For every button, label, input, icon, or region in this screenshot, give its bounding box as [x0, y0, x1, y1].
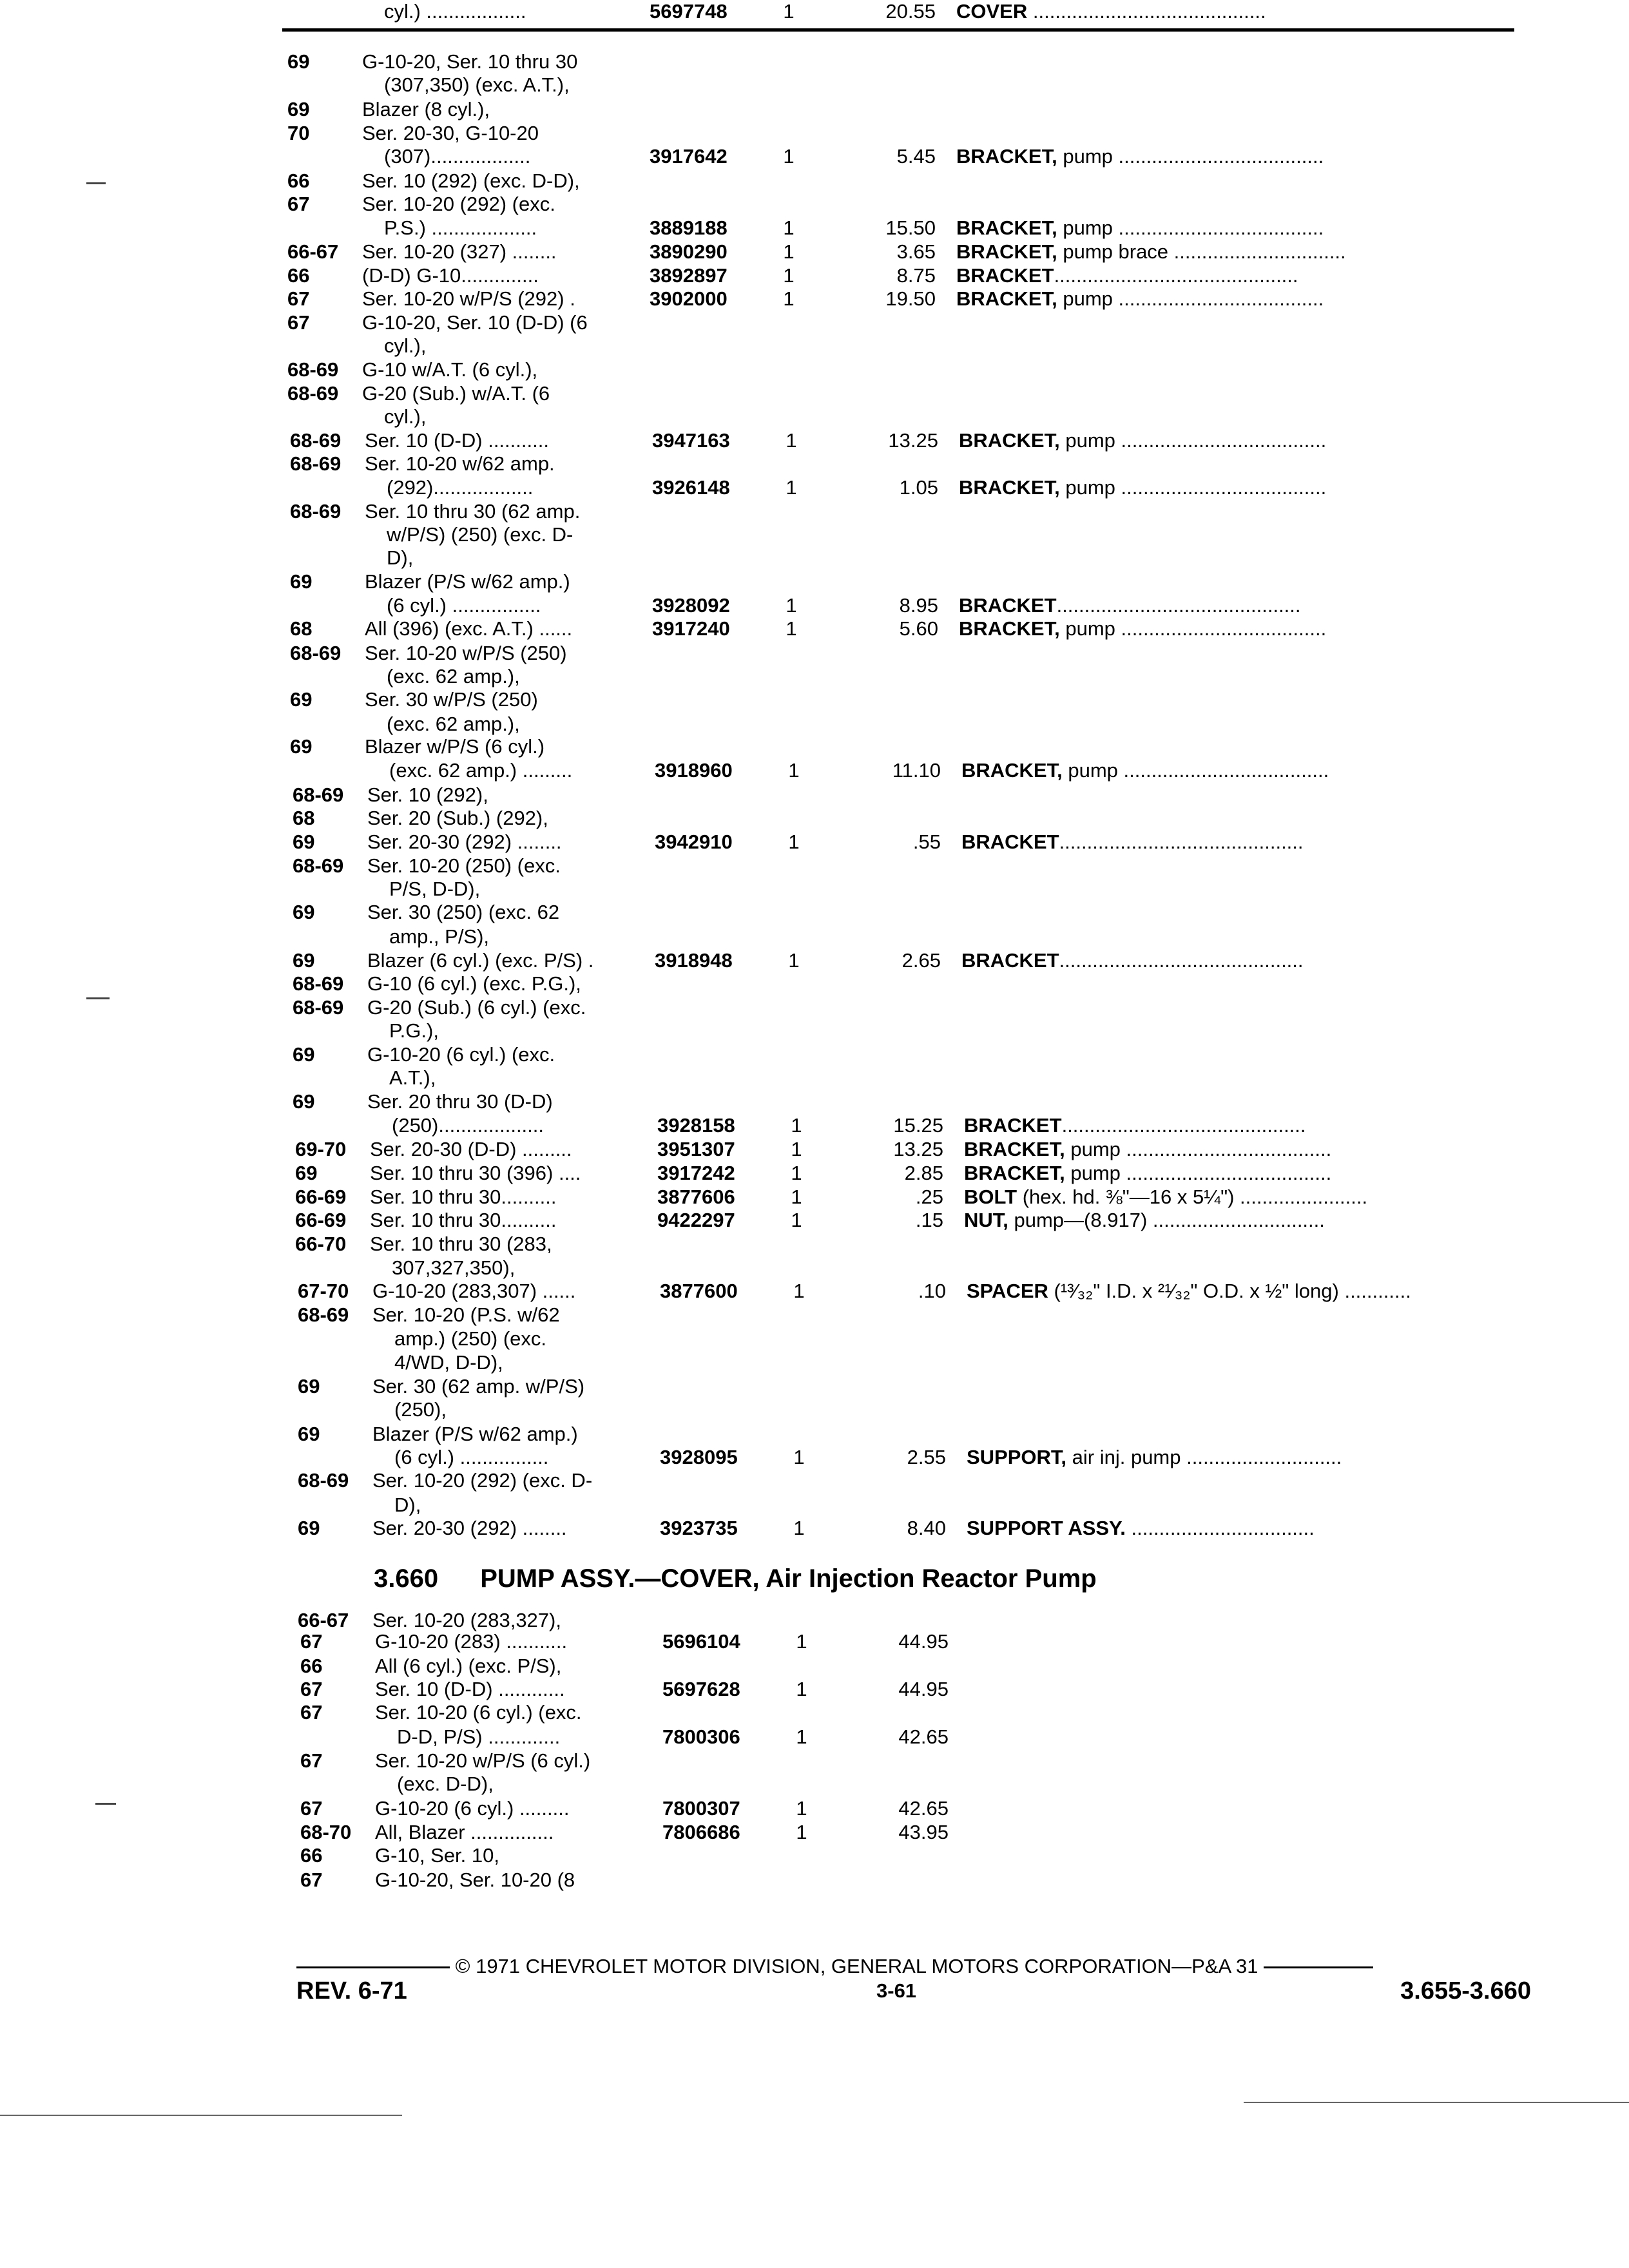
part-number: 3928092	[652, 594, 730, 617]
application: P/S, D-D),	[389, 878, 481, 900]
application: (250)...................	[392, 1114, 545, 1137]
quantity: 1	[791, 1138, 802, 1160]
quantity: 1	[793, 1446, 805, 1468]
application: G-10-20, Ser. 10 thru 30	[362, 50, 578, 73]
description-detail: (¹³⁄₃₂" I.D. x ²¹⁄₃₂" O.D. x ½" long) ............	[1048, 1280, 1411, 1302]
quantity: 1	[796, 1630, 807, 1653]
part-number: 3918960	[655, 759, 733, 782]
description	[956, 0, 1517, 23]
model-years: 68-69	[298, 1303, 349, 1326]
application: amp., P/S),	[389, 925, 490, 948]
model-years: 68-69	[293, 972, 344, 995]
price: .25	[915, 1186, 943, 1208]
part-number: 3928158	[657, 1114, 735, 1137]
description-name: BRACKET	[961, 949, 1059, 972]
price: 43.95	[898, 1821, 949, 1843]
footer-copyright	[296, 1954, 1531, 1979]
description-name: SPACER	[967, 1280, 1048, 1302]
application: Blazer (P/S w/62 amp.)	[365, 570, 570, 593]
application: cyl.),	[384, 405, 427, 428]
scan-line	[1244, 2102, 1629, 2103]
application: G-10-20, Ser. 10 (D-D) (6	[362, 311, 588, 334]
model-years: 67-70	[298, 1280, 349, 1302]
model-years: 67	[300, 1678, 323, 1700]
page-number: 3-61	[876, 1979, 917, 2002]
part-number: 3917240	[652, 617, 730, 640]
quantity: 1	[783, 287, 795, 310]
model-years: 68	[290, 617, 313, 640]
application: G-10-20 (283) ...........	[375, 1630, 568, 1653]
section-title: PUMP ASSY.—COVER, Air Injection Reactor Pump	[480, 1564, 1097, 1593]
part-number: 3923735	[660, 1517, 738, 1539]
model-years: 66-69	[295, 1209, 347, 1231]
application: G-10-20, Ser. 10-20 (8	[375, 1869, 575, 1891]
price: 42.65	[898, 1725, 949, 1748]
description	[967, 1517, 1527, 1540]
price: 1.05	[899, 476, 938, 499]
application: Ser. 20-30 (292) ........	[372, 1517, 567, 1539]
application: D),	[394, 1494, 421, 1516]
description-name: BRACKET,	[956, 240, 1057, 263]
description-name: BRACKET	[964, 1114, 1062, 1137]
model-years: 68-69	[298, 1469, 349, 1492]
description-detail: ............................................	[1059, 831, 1304, 853]
description-detail: pump brace ...............................	[1057, 240, 1346, 263]
price: 8.95	[899, 594, 938, 617]
model-years: 67	[300, 1797, 323, 1820]
model-years: 68-69	[290, 429, 342, 452]
application: Ser. 10-20 (292) (exc.	[362, 193, 555, 215]
part-number: 3892897	[650, 264, 728, 287]
quantity: 1	[788, 831, 800, 853]
footer-row	[296, 1977, 1531, 2005]
model-years: 69	[298, 1423, 320, 1445]
application: Ser. 20 (Sub.) (292),	[367, 807, 548, 829]
application: Ser. 30 (62 amp. w/P/S)	[372, 1375, 585, 1398]
part-number: 5696104	[662, 1630, 740, 1653]
margin-mark	[86, 182, 106, 184]
description	[961, 759, 1522, 782]
price: 2.85	[904, 1162, 943, 1184]
part-number: 3890290	[650, 240, 728, 263]
description-detail: pump .....................................	[1062, 759, 1329, 782]
description	[959, 594, 1519, 617]
application: Ser. 10 (D-D) ............	[375, 1678, 565, 1700]
part-number: 5697748	[650, 0, 728, 23]
model-years: 66	[287, 264, 310, 287]
model-years: 66-67	[298, 1609, 349, 1631]
description-detail: ............................................	[1056, 594, 1301, 617]
description-name: BRACKET,	[961, 759, 1063, 782]
application: G-10-20 (6 cyl.) .........	[375, 1797, 570, 1820]
model-years: 69	[295, 1162, 318, 1184]
quantity: 1	[786, 594, 797, 617]
description-name: BRACKET,	[959, 429, 1060, 452]
application: Ser. 20-30 (292) ........	[367, 831, 562, 853]
description-name: NUT,	[964, 1209, 1008, 1231]
application: Ser. 20-30 (D-D) .........	[370, 1138, 572, 1160]
margin-mark	[86, 997, 110, 999]
model-years: 69	[287, 50, 310, 73]
description	[964, 1209, 1525, 1232]
description-name: BRACKET,	[959, 617, 1060, 640]
quantity: 1	[793, 1517, 805, 1539]
price: 11.10	[892, 759, 941, 782]
quantity: 1	[783, 145, 795, 168]
model-years: 66	[287, 169, 310, 192]
model-years: 69	[287, 98, 310, 120]
part-number: 3917242	[657, 1162, 735, 1184]
description-detail: pump .....................................	[1059, 429, 1327, 452]
application: Blazer (6 cyl.) (exc. P/S) .	[367, 949, 594, 972]
model-years: 68-69	[293, 783, 344, 806]
application: G-20 (Sub.) w/A.T. (6	[362, 382, 550, 405]
application: Ser. 10 (292) (exc. D-D),	[362, 169, 580, 192]
model-years: 68-69	[293, 854, 344, 877]
application: Ser. 10-20 (327) ........	[362, 240, 557, 263]
model-years: 67	[287, 311, 310, 334]
part-number: 3928095	[660, 1446, 738, 1468]
description-detail: pump .....................................	[1057, 287, 1324, 310]
model-years: 69	[293, 831, 315, 853]
application: Ser. 10 thru 30..........	[370, 1209, 557, 1231]
model-years: 67	[300, 1749, 323, 1772]
application: Ser. 10 (D-D) ...........	[365, 429, 549, 452]
price: 20.55	[885, 0, 936, 23]
quantity: 1	[793, 1280, 805, 1302]
application: (292)..................	[387, 476, 534, 499]
model-years: 69-70	[295, 1138, 347, 1160]
quantity: 1	[796, 1797, 807, 1820]
application: (exc. 62 amp.) .........	[389, 759, 573, 782]
footer-rule-right	[1264, 1966, 1373, 1968]
application: G-10 (6 cyl.) (exc. P.G.),	[367, 972, 581, 995]
application: Blazer (8 cyl.),	[362, 98, 490, 120]
application: All (6 cyl.) (exc. P/S),	[375, 1655, 562, 1677]
application: Ser. 20-30, G-10-20	[362, 122, 539, 144]
part-number: 3918948	[655, 949, 733, 972]
description	[964, 1138, 1525, 1161]
description	[967, 1280, 1527, 1303]
application: Blazer (P/S w/62 amp.)	[372, 1423, 578, 1445]
price: .10	[918, 1280, 946, 1302]
application: Ser. 30 w/P/S (250)	[365, 688, 538, 711]
description	[956, 240, 1517, 264]
model-years: 67	[300, 1869, 323, 1891]
application: G-10 w/A.T. (6 cyl.),	[362, 358, 538, 381]
application: Ser. 10 thru 30 (283,	[370, 1233, 552, 1255]
application: Ser. 10 thru 30 (396) ....	[370, 1162, 581, 1184]
description-detail: pump .....................................	[1059, 476, 1327, 499]
description-name: BRACKET,	[964, 1162, 1065, 1184]
quantity: 1	[786, 476, 797, 499]
application: Ser. 10-20 (292) (exc. D-	[372, 1469, 593, 1492]
application: (exc. 62 amp.),	[387, 665, 520, 687]
description-name: BRACKET	[956, 264, 1054, 287]
model-years: 68-69	[290, 642, 342, 664]
description	[956, 287, 1517, 311]
application: Ser. 20 thru 30 (D-D)	[367, 1090, 553, 1113]
description-detail: pump .....................................	[1057, 216, 1324, 239]
model-years: 68	[293, 807, 315, 829]
quantity: 1	[786, 429, 797, 452]
section-range: 3.655-3.660	[1400, 1977, 1531, 2004]
application: (exc. 62 amp.),	[387, 713, 520, 735]
price: 19.50	[885, 287, 936, 310]
model-years: 68-69	[293, 996, 344, 1019]
application: (6 cyl.) ................	[387, 594, 541, 617]
part-number: 3917642	[650, 145, 728, 168]
application: (250),	[394, 1398, 447, 1421]
description-name: BRACKET,	[956, 145, 1057, 168]
price: 44.95	[898, 1678, 949, 1700]
application: Ser. 10 thru 30..........	[370, 1186, 557, 1208]
quantity: 1	[791, 1209, 802, 1231]
application: D),	[387, 546, 414, 569]
quantity: 1	[796, 1678, 807, 1700]
application: A.T.),	[389, 1066, 436, 1089]
application: Ser. 10-20 (283,327),	[372, 1609, 561, 1631]
description-name: BOLT	[964, 1186, 1017, 1208]
application: Ser. 10-20 (6 cyl.) (exc.	[375, 1701, 582, 1724]
application: G-20 (Sub.) (6 cyl.) (exc.	[367, 996, 586, 1019]
description-name: BRACKET,	[956, 216, 1057, 239]
application: All (396) (exc. A.T.) ......	[365, 617, 573, 640]
price: 3.65	[896, 240, 936, 263]
quantity: 1	[791, 1114, 802, 1137]
price: 2.55	[907, 1446, 946, 1468]
quantity: 1	[788, 759, 800, 782]
price: 5.60	[899, 617, 938, 640]
model-years: 67	[300, 1701, 323, 1724]
application: cyl.) ..................	[384, 0, 526, 23]
description-detail: .................................	[1125, 1517, 1315, 1539]
part-number: 5697628	[662, 1678, 740, 1700]
description-detail: ............................................	[1054, 264, 1298, 287]
model-years: 68-69	[290, 500, 342, 523]
application: Ser. 10-20 w/P/S (292) .	[362, 287, 575, 310]
model-years: 69	[293, 1043, 315, 1066]
quantity: 1	[788, 949, 800, 972]
description-detail: ............................................	[1059, 949, 1304, 972]
price: 5.45	[896, 145, 936, 168]
application: D-D, P/S) .............	[397, 1725, 561, 1748]
price: 15.50	[885, 216, 936, 239]
part-number: 3877600	[660, 1280, 738, 1302]
quantity: 1	[791, 1186, 802, 1208]
quantity: 1	[796, 1821, 807, 1843]
model-years: 69	[290, 570, 313, 593]
model-years: 68-69	[287, 358, 339, 381]
model-years: 67	[287, 287, 310, 310]
model-years: 66	[300, 1655, 323, 1677]
description-name: BRACKET,	[959, 476, 1060, 499]
part-number: 3902000	[650, 287, 728, 310]
footer-rule-left	[296, 1966, 450, 1968]
description	[967, 1446, 1527, 1469]
description	[964, 1186, 1525, 1209]
revision-label: REV. 6-71	[296, 1977, 407, 2004]
application: (307,350) (exc. A.T.),	[384, 73, 570, 96]
description-detail: ............................................	[1061, 1114, 1306, 1137]
price: 8.75	[896, 264, 936, 287]
model-years: 69	[293, 901, 315, 923]
application: All, Blazer ...............	[375, 1821, 554, 1843]
top-rule	[282, 28, 1514, 32]
part-number: 7806686	[662, 1821, 740, 1843]
description	[959, 476, 1519, 499]
quantity: 1	[783, 0, 795, 23]
part-number: 9422297	[657, 1209, 735, 1231]
part-number: 3951307	[657, 1138, 735, 1160]
price: 15.25	[893, 1114, 943, 1137]
application: Ser. 10-20 (P.S. w/62	[372, 1303, 560, 1326]
application: Ser. 10-20 w/P/S (250)	[365, 642, 567, 664]
application: cyl.),	[384, 334, 427, 357]
part-number: 7800306	[662, 1725, 740, 1748]
description	[959, 617, 1519, 640]
part-number: 3877606	[657, 1186, 735, 1208]
quantity: 1	[786, 617, 797, 640]
application: Ser. 10 (292),	[367, 783, 488, 806]
quantity: 1	[783, 240, 795, 263]
model-years: 70	[287, 122, 310, 144]
description	[961, 831, 1522, 854]
quantity: 1	[791, 1162, 802, 1184]
description-name: SUPPORT ASSY.	[967, 1517, 1126, 1539]
price: .15	[915, 1209, 943, 1231]
copyright-text: © 1971 CHEVROLET MOTOR DIVISION, GENERAL MOTORS CORPORATION—P&A 31	[455, 1955, 1258, 1977]
model-years: 68-69	[290, 452, 342, 475]
description-name: BRACKET	[961, 831, 1059, 853]
description-detail: ..........................................	[1027, 0, 1266, 23]
description	[959, 429, 1519, 452]
application: P.G.),	[389, 1019, 439, 1042]
application: Ser. 10 thru 30 (62 amp.	[365, 500, 581, 523]
price: .55	[912, 831, 941, 853]
description-detail: pump .....................................	[1065, 1162, 1332, 1184]
description-name: BRACKET,	[964, 1138, 1065, 1160]
scan-line	[0, 2115, 402, 2116]
model-years: 66	[300, 1844, 323, 1867]
model-years: 66-67	[287, 240, 339, 263]
price: 8.40	[907, 1517, 946, 1539]
application: Ser. 10-20 w/62 amp.	[365, 452, 555, 475]
price: 42.65	[898, 1797, 949, 1820]
description	[956, 264, 1517, 287]
model-years: 68-69	[287, 382, 339, 405]
model-years: 69	[290, 688, 313, 711]
application: Ser. 30 (250) (exc. 62	[367, 901, 560, 923]
application: w/P/S) (250) (exc. D-	[387, 523, 574, 546]
application: amp.) (250) (exc.	[394, 1327, 547, 1350]
model-years: 69	[293, 949, 315, 972]
description	[964, 1162, 1525, 1185]
description	[964, 1114, 1525, 1137]
description-detail: pump—(8.917) ...............................	[1008, 1209, 1325, 1231]
description-name: SUPPORT,	[967, 1446, 1067, 1468]
application: Ser. 10-20 w/P/S (6 cyl.)	[375, 1749, 591, 1772]
description	[956, 145, 1517, 168]
description-name: COVER	[956, 0, 1028, 23]
application: P.S.) ...................	[384, 216, 537, 239]
description-detail: (hex. hd. ⅜"—16 x 5¼") .......................	[1017, 1186, 1368, 1208]
model-years: 69	[290, 735, 313, 758]
model-years: 66-70	[295, 1233, 347, 1255]
part-number: 3926148	[652, 476, 730, 499]
application: G-10-20 (6 cyl.) (exc.	[367, 1043, 555, 1066]
model-years: 67	[300, 1630, 323, 1653]
price: 44.95	[898, 1630, 949, 1653]
application: 307,327,350),	[392, 1256, 516, 1279]
quantity: 1	[796, 1725, 807, 1748]
quantity: 1	[783, 264, 795, 287]
description-detail: pump .....................................	[1065, 1138, 1332, 1160]
application: (307)..................	[384, 145, 531, 168]
application: Blazer w/P/S (6 cyl.)	[365, 735, 545, 758]
price: 13.25	[888, 429, 938, 452]
description-name: BRACKET,	[956, 287, 1057, 310]
price: 13.25	[893, 1138, 943, 1160]
application: (D-D) G-10..............	[362, 264, 539, 287]
description-detail: pump .....................................	[1059, 617, 1327, 640]
model-years: 69	[293, 1090, 315, 1113]
part-number: 3889188	[650, 216, 728, 239]
section-heading	[374, 1563, 1097, 1594]
margin-mark	[95, 1803, 116, 1805]
application: 4/WD, D-D),	[394, 1351, 503, 1374]
description-detail: pump .....................................	[1057, 145, 1324, 168]
model-years: 66-69	[295, 1186, 347, 1208]
model-years: 69	[298, 1375, 320, 1398]
application: G-10-20 (283,307) ......	[372, 1280, 576, 1302]
section-number: 3.660	[374, 1564, 439, 1593]
description	[961, 949, 1522, 972]
description-detail: air inj. pump ............................	[1066, 1446, 1342, 1468]
description-name: BRACKET	[959, 594, 1057, 617]
model-years: 67	[287, 193, 310, 215]
description	[956, 216, 1517, 240]
model-years: 68-70	[300, 1821, 352, 1843]
price: 2.65	[901, 949, 941, 972]
application: Ser. 10-20 (250) (exc.	[367, 854, 561, 877]
application: (exc. D-D),	[397, 1773, 494, 1795]
part-number: 3942910	[655, 831, 733, 853]
part-number: 3947163	[652, 429, 730, 452]
model-years: 69	[298, 1517, 320, 1539]
part-number: 7800307	[662, 1797, 740, 1820]
application: G-10, Ser. 10,	[375, 1844, 499, 1867]
quantity: 1	[783, 216, 795, 239]
application: (6 cyl.) ................	[394, 1446, 549, 1468]
